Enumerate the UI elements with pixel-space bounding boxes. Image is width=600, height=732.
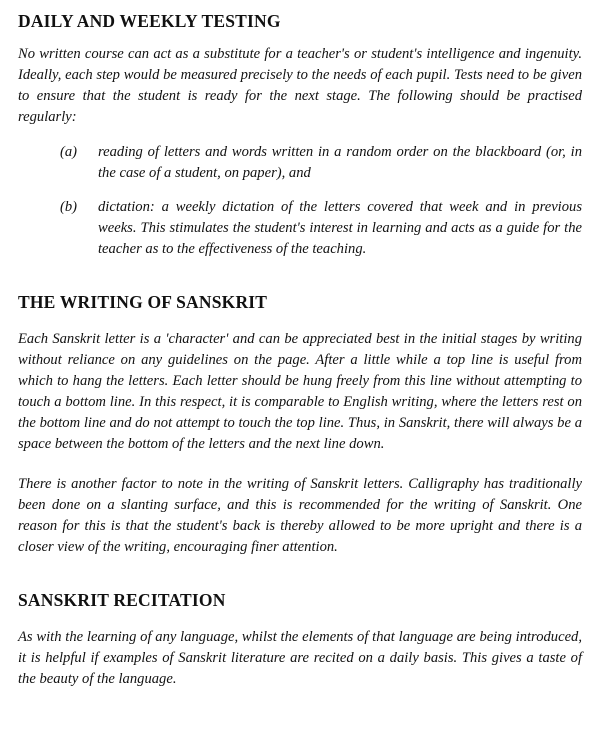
section-paragraph-testing: No written course can act as a substitute for a teacher's or student's intelligence and ingenuity. Ideally, each step would be measured precisely to the needs of each pupil. Tests need to be given to ensure that the student is ready for the next stage. The following should be practised regularly: bbox=[18, 46, 582, 125]
section-paragraph-writing-1: Each Sanskrit letter is a 'character' and can be appreciated best in the initial stages by writing without reliance on any guidelines on the page. After a little while a top line is useful from which to hang the letters. Each letter should be hung freely from this line without attempting to touch a bottom line. In this respect, it is comparable to English writing, where the letters rest on the bottom line and do not attempt to touch the top line. Thus, in Sanskrit, there will always be a space between the bottom of the letters and the next line down. bbox=[18, 331, 582, 452]
section-heading-writing-of-sanskrit: THE WRITING OF SANSKRIT bbox=[18, 292, 268, 312]
list-item-b bbox=[60, 197, 582, 260]
section-heading-sanskrit-recitation: SANSKRIT RECITATION bbox=[18, 590, 226, 610]
section-heading-daily-weekly-testing: DAILY AND WEEKLY TESTING bbox=[18, 11, 281, 31]
list-item-text-a: reading of letters and words written in a random order on the blackboard (or, in the case of a student, on paper), and bbox=[98, 144, 582, 181]
list-marker-b: (b) bbox=[60, 199, 78, 215]
section-paragraph-writing-2: There is another factor to note in the writing of Sanskrit letters. Calligraphy has traditionally been done on a slanting surface, and this is recommended for the writing of Sanskrit. One reason for this is that the student's back is thereby allowed to be more upright and there is a closer view of the writing, encouraging finer attention. bbox=[18, 476, 582, 555]
list-item-text-b: dictation: a weekly dictation of the letters covered that week and in previous weeks. This stimulates the student's interest in learning and acts as a guide for the teacher as to the effectiveness of the teaching. bbox=[98, 199, 582, 257]
list-item-a bbox=[60, 142, 582, 184]
section-paragraph-recitation: As with the learning of any language, whilst the elements of that language are being introduced, it is helpful if examples of Sanskrit literature are recited on a daily basis. This gives a taste of the beauty of the language. bbox=[18, 629, 582, 687]
list-marker-a: (a) bbox=[60, 144, 78, 160]
testing-list bbox=[18, 142, 582, 260]
